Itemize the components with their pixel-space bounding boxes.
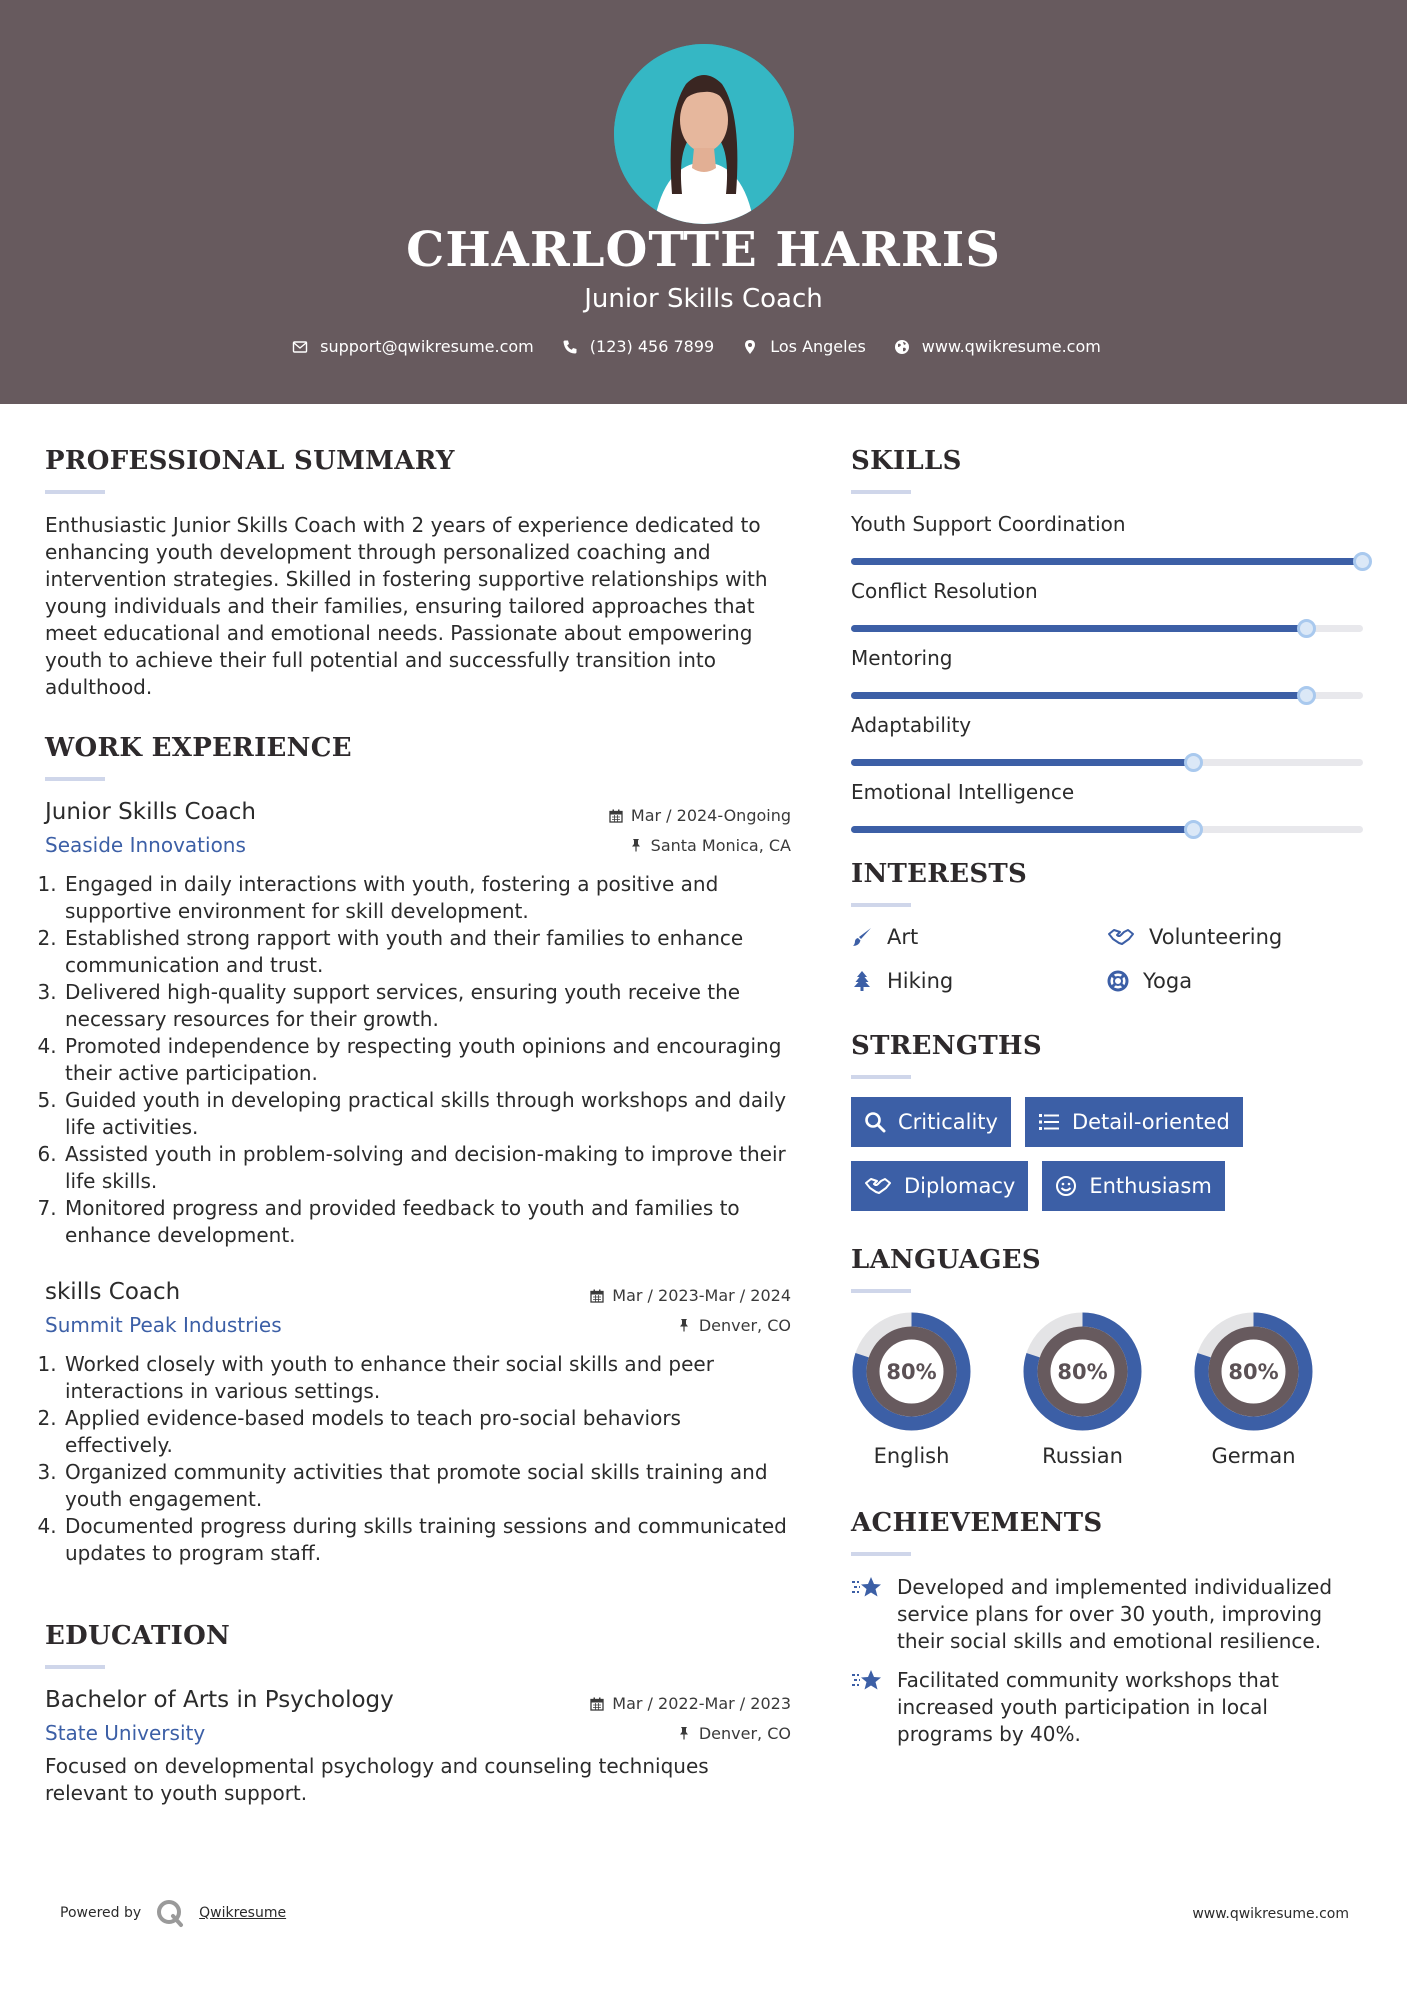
skill-bar-knob [1184, 753, 1203, 772]
achievements-section [851, 1508, 1365, 1748]
skill-bar-knob [1297, 619, 1316, 638]
list-item: 2. Applied evidence-based models to teach pro-social behaviors effectively. [63, 1405, 791, 1459]
brand-link[interactable]: Qwikresume [199, 1905, 287, 1921]
job-location-text: Santa Monica, CA [650, 835, 791, 855]
powered-by-label: Powered by [60, 1905, 142, 1921]
job-location [677, 1316, 791, 1335]
handshake-icon [1107, 926, 1135, 948]
education-dates-text: Mar / 2022-Mar / 2023 [612, 1694, 791, 1713]
education-degree: Bachelor of Arts in Psychology [45, 1687, 394, 1713]
skill-item [851, 579, 1365, 632]
profile-photo [614, 44, 794, 224]
skill-name: Conflict Resolution [851, 579, 1038, 603]
section-divider [851, 490, 911, 494]
candidate-job-title: Junior Skills Coach [584, 284, 823, 314]
skill-bar-fill [851, 826, 1194, 833]
job-bullets [45, 1351, 791, 1567]
strength-tag [1042, 1161, 1224, 1211]
section-divider [851, 1075, 911, 1079]
skill-bar-knob [1297, 686, 1316, 705]
job-dates [590, 1286, 791, 1305]
strength-label: Criticality [898, 1110, 998, 1134]
achievement-text: Developed and implemented individualized service plans for over 30 youth, improving their social skills and emotional resilience. [897, 1575, 1333, 1653]
interest-label: Hiking [887, 969, 954, 993]
skill-bar-fill [851, 625, 1307, 632]
section-divider [851, 1552, 911, 1556]
strengths-list [851, 1097, 1291, 1211]
skills-section [851, 446, 1365, 833]
section-divider [45, 1665, 105, 1669]
language-name: English [873, 1444, 950, 1468]
left-column [45, 446, 791, 1807]
skill-bar-track [851, 826, 1363, 833]
job-bullets [45, 871, 791, 1249]
job-entry [45, 799, 791, 1249]
person-portrait-icon [614, 44, 794, 224]
summary-section [45, 446, 791, 701]
map-pin-icon [742, 339, 758, 355]
skill-item [851, 780, 1365, 833]
calendar-icon [609, 809, 623, 823]
skill-bar-track [851, 759, 1363, 766]
skill-name: Emotional Intelligence [851, 780, 1075, 804]
language-ring [1193, 1311, 1314, 1432]
strength-tag [851, 1097, 1011, 1147]
achievement-item [851, 1574, 1365, 1655]
languages-section [851, 1245, 1365, 1468]
skills-list [851, 512, 1365, 833]
section-title: SKILLS [851, 446, 962, 476]
contact-email[interactable] [292, 337, 534, 356]
search-icon [864, 1111, 886, 1133]
section-title: EDUCATION [45, 1621, 231, 1651]
section-title: STRENGTHS [851, 1031, 1042, 1061]
job-company: Seaside Innovations [45, 833, 246, 857]
language-item [1193, 1311, 1314, 1468]
skill-bar-track [851, 692, 1363, 699]
list-icon [1038, 1111, 1060, 1133]
list-item: 1. Engaged in daily interactions with youth, fostering a positive and supportive environment for skill development. [63, 871, 791, 925]
skill-item [851, 646, 1365, 699]
section-title: LANGUAGES [851, 1245, 1041, 1275]
contact-website[interactable] [894, 337, 1101, 356]
skill-item [851, 512, 1365, 565]
envelope-icon [292, 339, 308, 355]
job-company: Summit Peak Industries [45, 1313, 282, 1337]
skill-name: Youth Support Coordination [851, 512, 1126, 536]
languages-list [851, 1311, 1365, 1468]
interest-label: Yoga [1143, 969, 1193, 993]
section-divider [851, 903, 911, 907]
list-item: 4. Documented progress during skills training sessions and communicated updates to program staff. [63, 1513, 791, 1567]
list-item: 7. Monitored progress and provided feedback to youth and families to enhance development. [63, 1195, 791, 1249]
interest-item [851, 969, 1107, 993]
pushpin-icon [629, 838, 643, 852]
section-title: PROFESSIONAL SUMMARY [45, 446, 455, 476]
skill-bar-knob [1184, 820, 1203, 839]
strength-tag [1025, 1097, 1243, 1147]
strength-label: Enthusiasm [1089, 1174, 1212, 1198]
strengths-section [851, 1031, 1365, 1211]
interest-item [851, 925, 1107, 949]
interest-label: Volunteering [1149, 925, 1283, 949]
achievement-text: Facilitated community workshops that increased youth participation in local programs by 40%. [897, 1668, 1279, 1746]
education-location [677, 1724, 791, 1743]
education-section [45, 1621, 791, 1807]
qwikresume-logo-icon [155, 1898, 185, 1928]
star-award-icon [851, 1574, 883, 1604]
interest-label: Art [887, 925, 919, 949]
language-ring [851, 1311, 972, 1432]
smile-icon [1055, 1175, 1077, 1197]
section-divider [45, 777, 105, 781]
skill-bar-track [851, 558, 1363, 565]
paintbrush-icon [851, 926, 873, 948]
section-title: WORK EXPERIENCE [45, 733, 352, 763]
achievement-item [851, 1667, 1365, 1748]
skill-bar-fill [851, 692, 1307, 699]
lifering-icon [1107, 970, 1129, 992]
contact-location [742, 337, 866, 356]
interests-section [851, 859, 1365, 993]
skill-bar-fill [851, 558, 1363, 565]
pushpin-icon [677, 1726, 691, 1740]
language-item [851, 1311, 972, 1468]
powered-by [60, 1898, 286, 1928]
section-title: INTERESTS [851, 859, 1028, 889]
strength-label: Detail-oriented [1071, 1110, 1230, 1134]
job-dates-text: Mar / 2024-Ongoing [630, 806, 791, 825]
skill-name: Adaptability [851, 713, 972, 737]
language-item [1022, 1311, 1143, 1468]
language-percent: 80% [1057, 1359, 1108, 1384]
resume-header [0, 0, 1407, 404]
skill-bar-fill [851, 759, 1194, 766]
list-item: 4. Promoted independence by respecting youth opinions and encouraging their active participation. [63, 1033, 791, 1087]
list-item: 1. Worked closely with youth to enhance their social skills and peer interactions in various settings. [63, 1351, 791, 1405]
language-name: German [1211, 1444, 1296, 1468]
location-text: Los Angeles [770, 337, 866, 356]
education-school: State University [45, 1721, 206, 1745]
calendar-icon [590, 1697, 604, 1711]
language-percent: 80% [886, 1359, 937, 1384]
education-dates [590, 1694, 791, 1713]
list-item: 2. Established strong rapport with youth and their families to enhance communication and trust. [63, 925, 791, 979]
education-description: Focused on developmental psychology and counseling techniques relevant to youth support. [45, 1754, 709, 1805]
phone-icon [562, 339, 578, 355]
phone-text: (123) 456 7899 [589, 337, 715, 356]
strength-tag [851, 1161, 1028, 1211]
section-divider [851, 1289, 911, 1293]
handshake-icon [864, 1175, 892, 1197]
pushpin-icon [677, 1318, 691, 1332]
website-text: www.qwikresume.com [921, 337, 1101, 356]
email-text: support@qwikresume.com [320, 337, 534, 356]
candidate-name: CHARLOTTE HARRIS [406, 222, 1001, 278]
contact-bar [0, 337, 1407, 356]
strength-label: Diplomacy [904, 1174, 1016, 1198]
contact-phone[interactable] [562, 337, 714, 356]
footer-website[interactable]: www.qwikresume.com [1192, 1906, 1349, 1922]
language-name: Russian [1042, 1444, 1123, 1468]
skill-bar-knob [1353, 552, 1372, 571]
language-percent: 80% [1228, 1359, 1279, 1384]
list-item: 5. Guided youth in developing practical skills through workshops and daily life activities. [63, 1087, 791, 1141]
job-role: Junior Skills Coach [45, 799, 256, 825]
skill-item [851, 713, 1365, 766]
education-location-text: Denver, CO [698, 1723, 791, 1743]
right-column [851, 446, 1365, 1760]
job-dates [609, 806, 791, 825]
list-item: 3. Organized community activities that promote social skills training and youth engagement. [63, 1459, 791, 1513]
section-divider [45, 490, 105, 494]
summary-text: Enthusiastic Junior Skills Coach with 2 years of experience dedicated to enhancing youth development through personalized coaching and intervention strategies. Skilled in fostering supportive relationships with young individuals and their families, ensuring tailored approaches that meet educational and emotional needs. Passionate about empowering youth to achieve their full potential and successfully transition into adulthood. [45, 513, 768, 699]
job-location-text: Denver, CO [698, 1315, 791, 1335]
skill-bar-track [851, 625, 1363, 632]
job-entry [45, 1279, 791, 1567]
calendar-icon [590, 1289, 604, 1303]
tree-icon [851, 970, 873, 992]
experience-section [45, 733, 791, 1567]
list-item: 3. Delivered high-quality support services, ensuring youth receive the necessary resources for their growth. [63, 979, 791, 1033]
star-award-icon [851, 1667, 883, 1697]
interest-item [1107, 969, 1363, 993]
job-dates-text: Mar / 2023-Mar / 2024 [612, 1286, 791, 1305]
job-role: skills Coach [45, 1279, 181, 1305]
globe-icon [894, 339, 910, 355]
language-ring [1022, 1311, 1143, 1432]
interests-list [851, 925, 1365, 993]
job-location [629, 836, 791, 855]
section-title: ACHIEVEMENTS [851, 1508, 1103, 1538]
list-item: 6. Assisted youth in problem-solving and decision-making to improve their life skills. [63, 1141, 791, 1195]
skill-name: Mentoring [851, 646, 953, 670]
interest-item [1107, 925, 1363, 949]
